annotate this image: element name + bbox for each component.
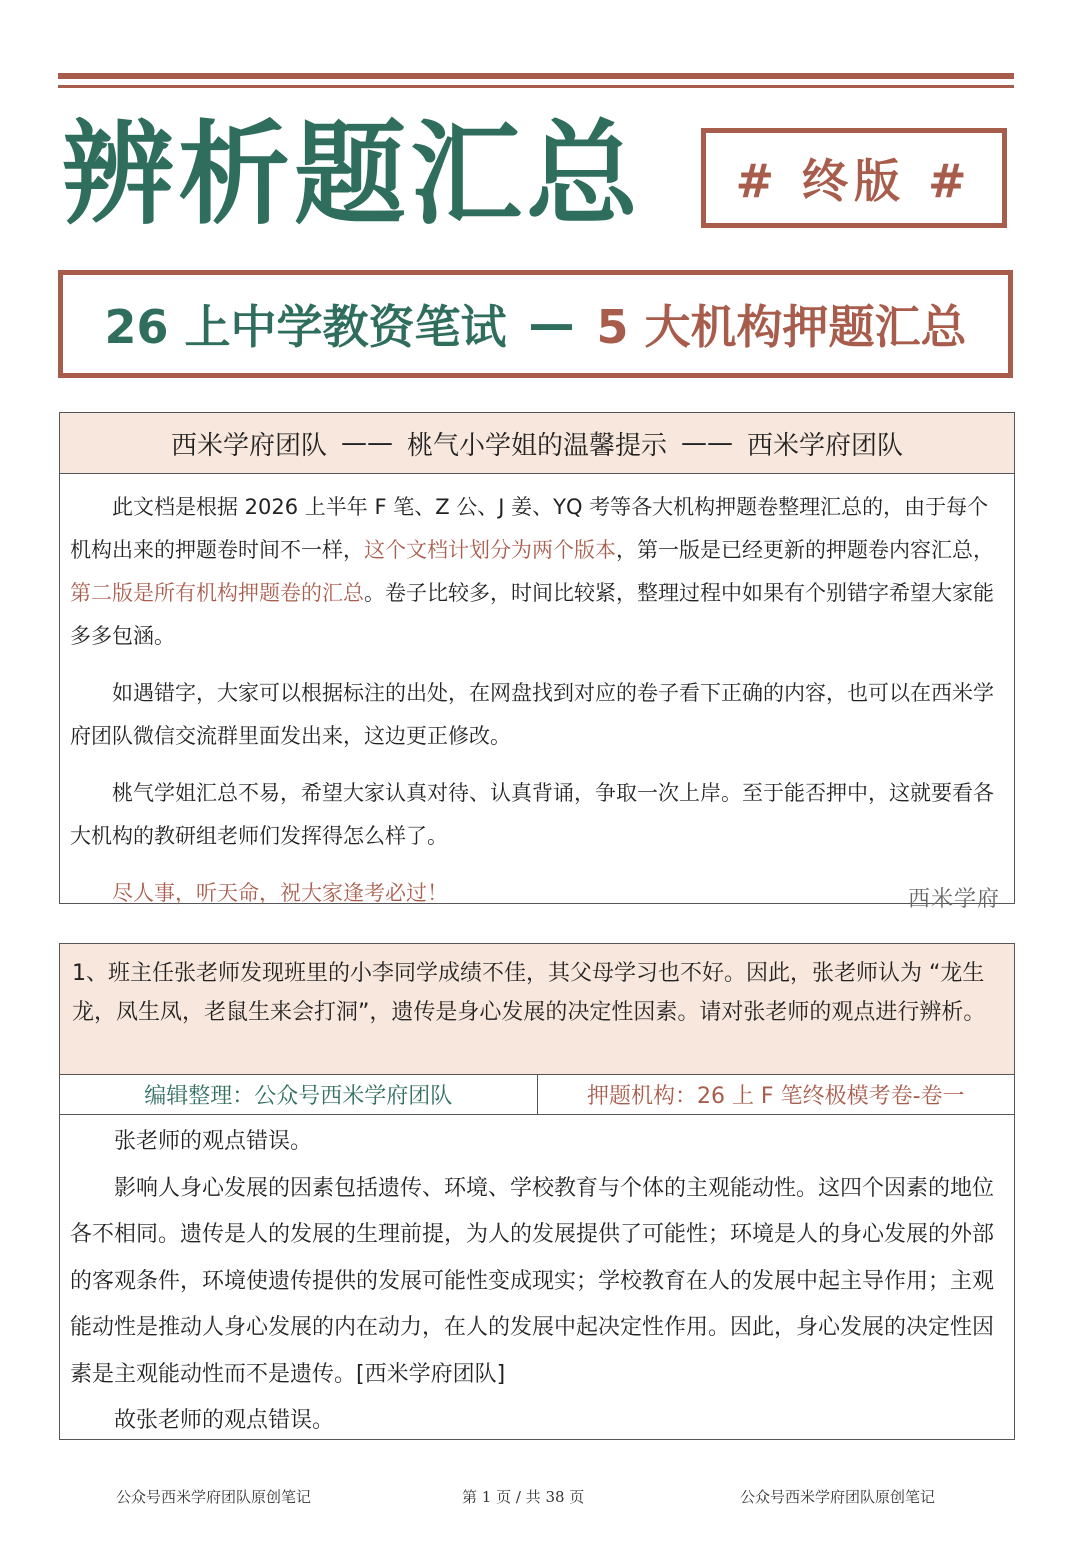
notice-team-right: 西米学府团队 bbox=[747, 430, 904, 461]
page-footer bbox=[0, 1486, 1080, 1510]
subtitle-banner bbox=[58, 270, 1013, 378]
question-meta-row bbox=[60, 1075, 1014, 1115]
answer-paragraph-2: 影响人身心发展的因素包括遗传、环境、学校教育与个体的主观能动性。这四个因素的地位各不相同。遗传是人的发展的生理前提，为人的发展提供了可能性；环境是人的身心发展的外部的客观条件，环境使遗传提供的发展可能性变成现实；学校教育在人的发展中起主导作用；主观能动性是推动人身心发展的内在动力，在人的发展中起决定性作用。因此，身心发展的决定性因素是主观能动性而不是遗传。[西米学府团队] bbox=[70, 1175, 995, 1387]
subtitle-institutions: 5 大机构押题汇总 bbox=[596, 300, 967, 354]
subtitle-separator: — bbox=[528, 297, 575, 351]
page-number: 第 1 页 / 共 38 页 bbox=[462, 1488, 585, 1506]
notice-p1-text-b: ，第一版是已经更新的押题卷内容汇总， bbox=[616, 538, 994, 562]
top-rule-thick bbox=[58, 73, 1014, 79]
footer-left: 公众号西米学府团队原创笔记 bbox=[116, 1488, 312, 1506]
watermark-text: 西米学府 bbox=[907, 887, 1000, 912]
notice-paragraph-2: 如遇错字，大家可以根据标注的出处，在网盘找到对应的卷子看下正确的内容，也可以在西米学府团队微信交流群里面发出来，这边更正修改。 bbox=[70, 681, 994, 748]
answer-body bbox=[60, 1115, 1014, 1445]
notice-dash-left: —— bbox=[340, 428, 393, 458]
question-box bbox=[59, 943, 1015, 1440]
editor-credit: 编辑整理：公众号西米学府团队 bbox=[60, 1075, 538, 1114]
notice-box bbox=[59, 412, 1015, 912]
subtitle-exam: 26 上中学教资笔试 bbox=[104, 300, 507, 354]
source-institution: 押题机构：26 上 F 笔终极模考卷-卷一 bbox=[586, 1084, 965, 1109]
top-rule-thin bbox=[58, 85, 1014, 88]
notice-heading: 桃气小学姐的温馨提示 bbox=[406, 430, 667, 461]
notice-p1-text-c: 。卷子比较多，时间比较紧，整理过程中如果有个别错字希望大家能多多包涵。 bbox=[70, 581, 994, 648]
notice-p1-highlight-b: 第二版是所有机构押题卷的汇总 bbox=[70, 581, 364, 605]
question-text: 1、班主任张老师发现班里的小李同学成绩不佳，其父母学习也不好。因此，张老师认为 “龙生龙，凤生凤，老鼠生来会打洞”，遗传是身心发展的决定性因素。请对张老师的观点进行辨析。 bbox=[60, 944, 1014, 1075]
notice-paragraph-1 bbox=[70, 486, 1004, 658]
notice-header bbox=[60, 413, 1014, 474]
notice-blessing: 尽人事，听天命，祝大家逢考必过！ bbox=[112, 881, 448, 905]
notice-body bbox=[60, 474, 1014, 915]
footer-right: 公众号西米学府团队原创笔记 bbox=[740, 1488, 936, 1506]
answer-paragraph-3: 故张老师的观点错误。 bbox=[114, 1408, 335, 1433]
document-title: 辨析题汇总 bbox=[62, 110, 642, 240]
answer-paragraph-1: 张老师的观点错误。 bbox=[114, 1129, 313, 1154]
notice-team-left: 西米学府团队 bbox=[170, 430, 327, 461]
notice-p1-highlight-a: 这个文档计划分为两个版本 bbox=[364, 538, 616, 562]
final-version-badge: # 终版 # bbox=[701, 128, 1007, 228]
notice-paragraph-3: 桃气学姐汇总不易，希望大家认真对待、认真背诵，争取一次上岸。至于能否押中，这就要看各大机构的教研组老师们发挥得怎么样了。 bbox=[70, 781, 994, 848]
notice-p1-text-a: 此文档是根据 2026 上半年 F 笔、Z 公、J 姜、YQ 考等各大机构押题卷整理汇总的，由于每个机构出来的押题卷时间不一样， bbox=[70, 495, 989, 562]
notice-dash-right: —— bbox=[681, 428, 733, 458]
